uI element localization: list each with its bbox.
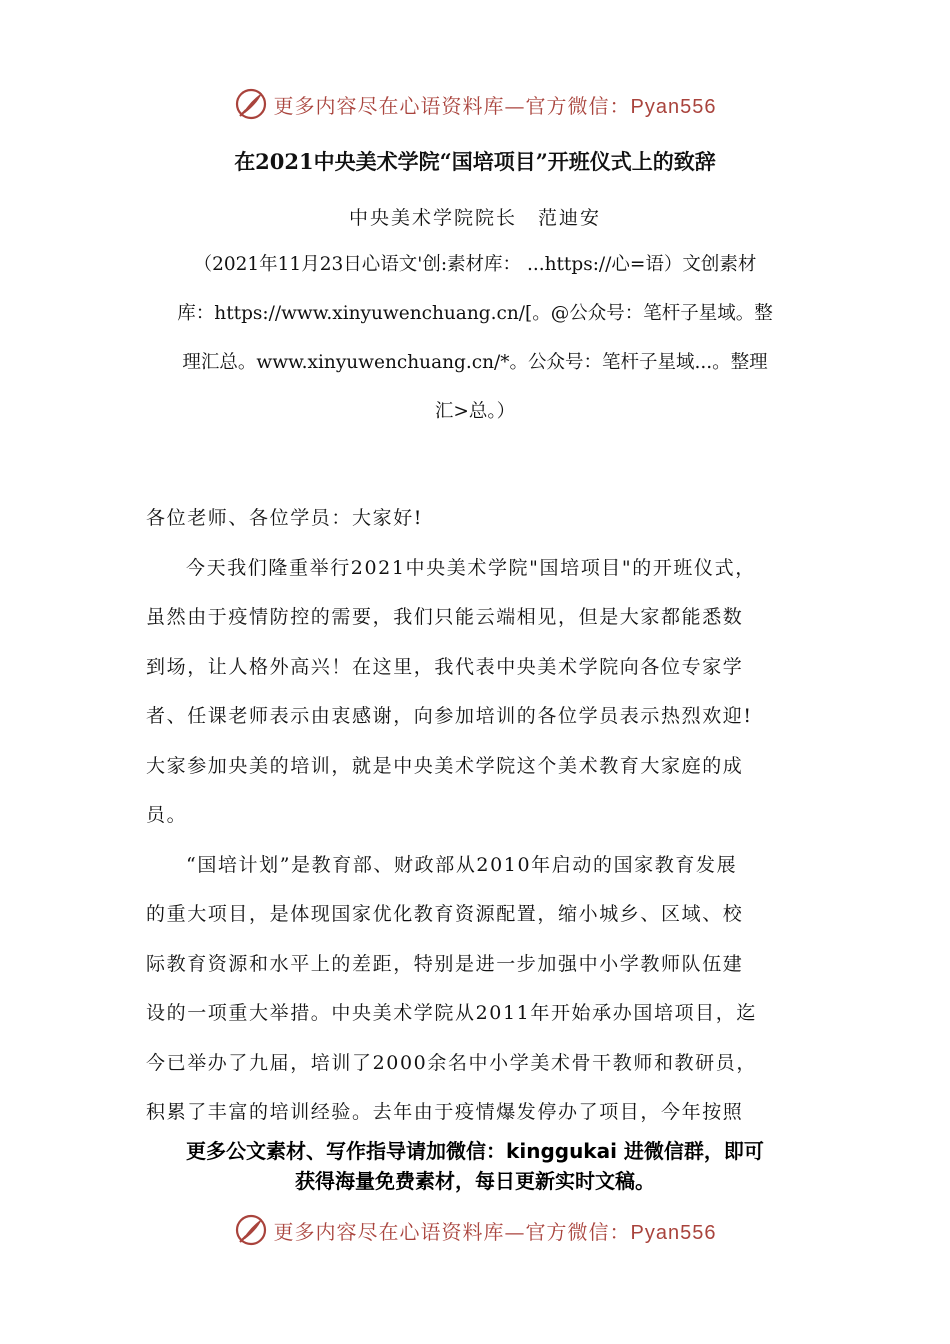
paragraph-line: 际教育资源和水平上的差距，特别是进一步加强中小学教师队伍建: [146, 952, 744, 975]
promo-line: 获得海量免费素材，每日更新实时文稿。: [295, 1169, 655, 1193]
greeting: 各位老师、各位学员：大家好!: [146, 507, 424, 529]
header-watermark: [0, 84, 950, 124]
paragraph-line: 设的一项重大举措。中央美术学院从2011年开始承办国培项目，迄: [146, 1002, 757, 1024]
source-note: [148, 252, 802, 448]
source-note-line: （2021年11月23日心语文'创:素材库： ...https://心=语）文创素材: [193, 254, 757, 275]
document-body: [146, 503, 806, 1147]
paragraph-line: 大家参加央美的培训，就是中央美术学院这个美术教育大家庭的成: [146, 754, 744, 777]
source-note-line: 理汇总。www.xinyuwenchuang.cn/*。公众号：笔杆子星域...。整理: [182, 352, 768, 373]
paragraph-line: 者、任课老师表示由衷感谢，向参加培训的各位学员表示热烈欢迎!: [146, 705, 753, 727]
watermark-text: 更多内容尽在心语资料库—官方微信：Pyan556: [273, 93, 717, 118]
promo-banner: [0, 1136, 950, 1196]
footer-watermark: [0, 1210, 950, 1250]
paragraph-line: 员。: [146, 804, 188, 826]
document-author: 中央美术学院院长 范迪安: [348, 207, 601, 229]
watermark-text: 更多内容尽在心语资料库—官方微信：Pyan556: [273, 1219, 717, 1244]
paragraph-line: 到场，让人格外高兴！在这里，我代表中央美术学院向各位专家学: [146, 655, 744, 678]
paragraph-line: 积累了丰富的培训经验。去年由于疫情爆发停办了项目，今年按照: [146, 1101, 744, 1123]
source-note-line: 库：https://www.xinyuwenchuang.cn/[。@公众号：笔杆子星域。整: [177, 303, 773, 324]
paragraph-line: 的重大项目，是体现国家优化教育资源配置，缩小城乡、区域、校: [146, 903, 744, 925]
paragraph-line: “国培计划”是教育部、财政部从2010年启动的国家教育发展: [186, 853, 738, 876]
promo-line: 更多公文素材、写作指导请加微信：kinggukai 进微信群，即可: [186, 1139, 764, 1163]
quill-logo-icon: [234, 1213, 268, 1247]
source-note-line: 汇>总。）: [434, 401, 516, 422]
document-title: 在2021中央美术学院“国培项目”开班仪式上的致辞: [234, 149, 716, 174]
paragraph-line: 今天我们隆重举行2021中央美术学院"国培项目"的开班仪式，: [186, 556, 756, 579]
quill-logo-icon: [234, 87, 268, 121]
paragraph-line: 今已举办了九届，培训了2000余名中小学美术骨干教师和教研员，: [146, 1051, 757, 1074]
paragraph-line: 虽然由于疫情防控的需要，我们只能云端相见，但是大家都能悉数: [146, 606, 744, 628]
